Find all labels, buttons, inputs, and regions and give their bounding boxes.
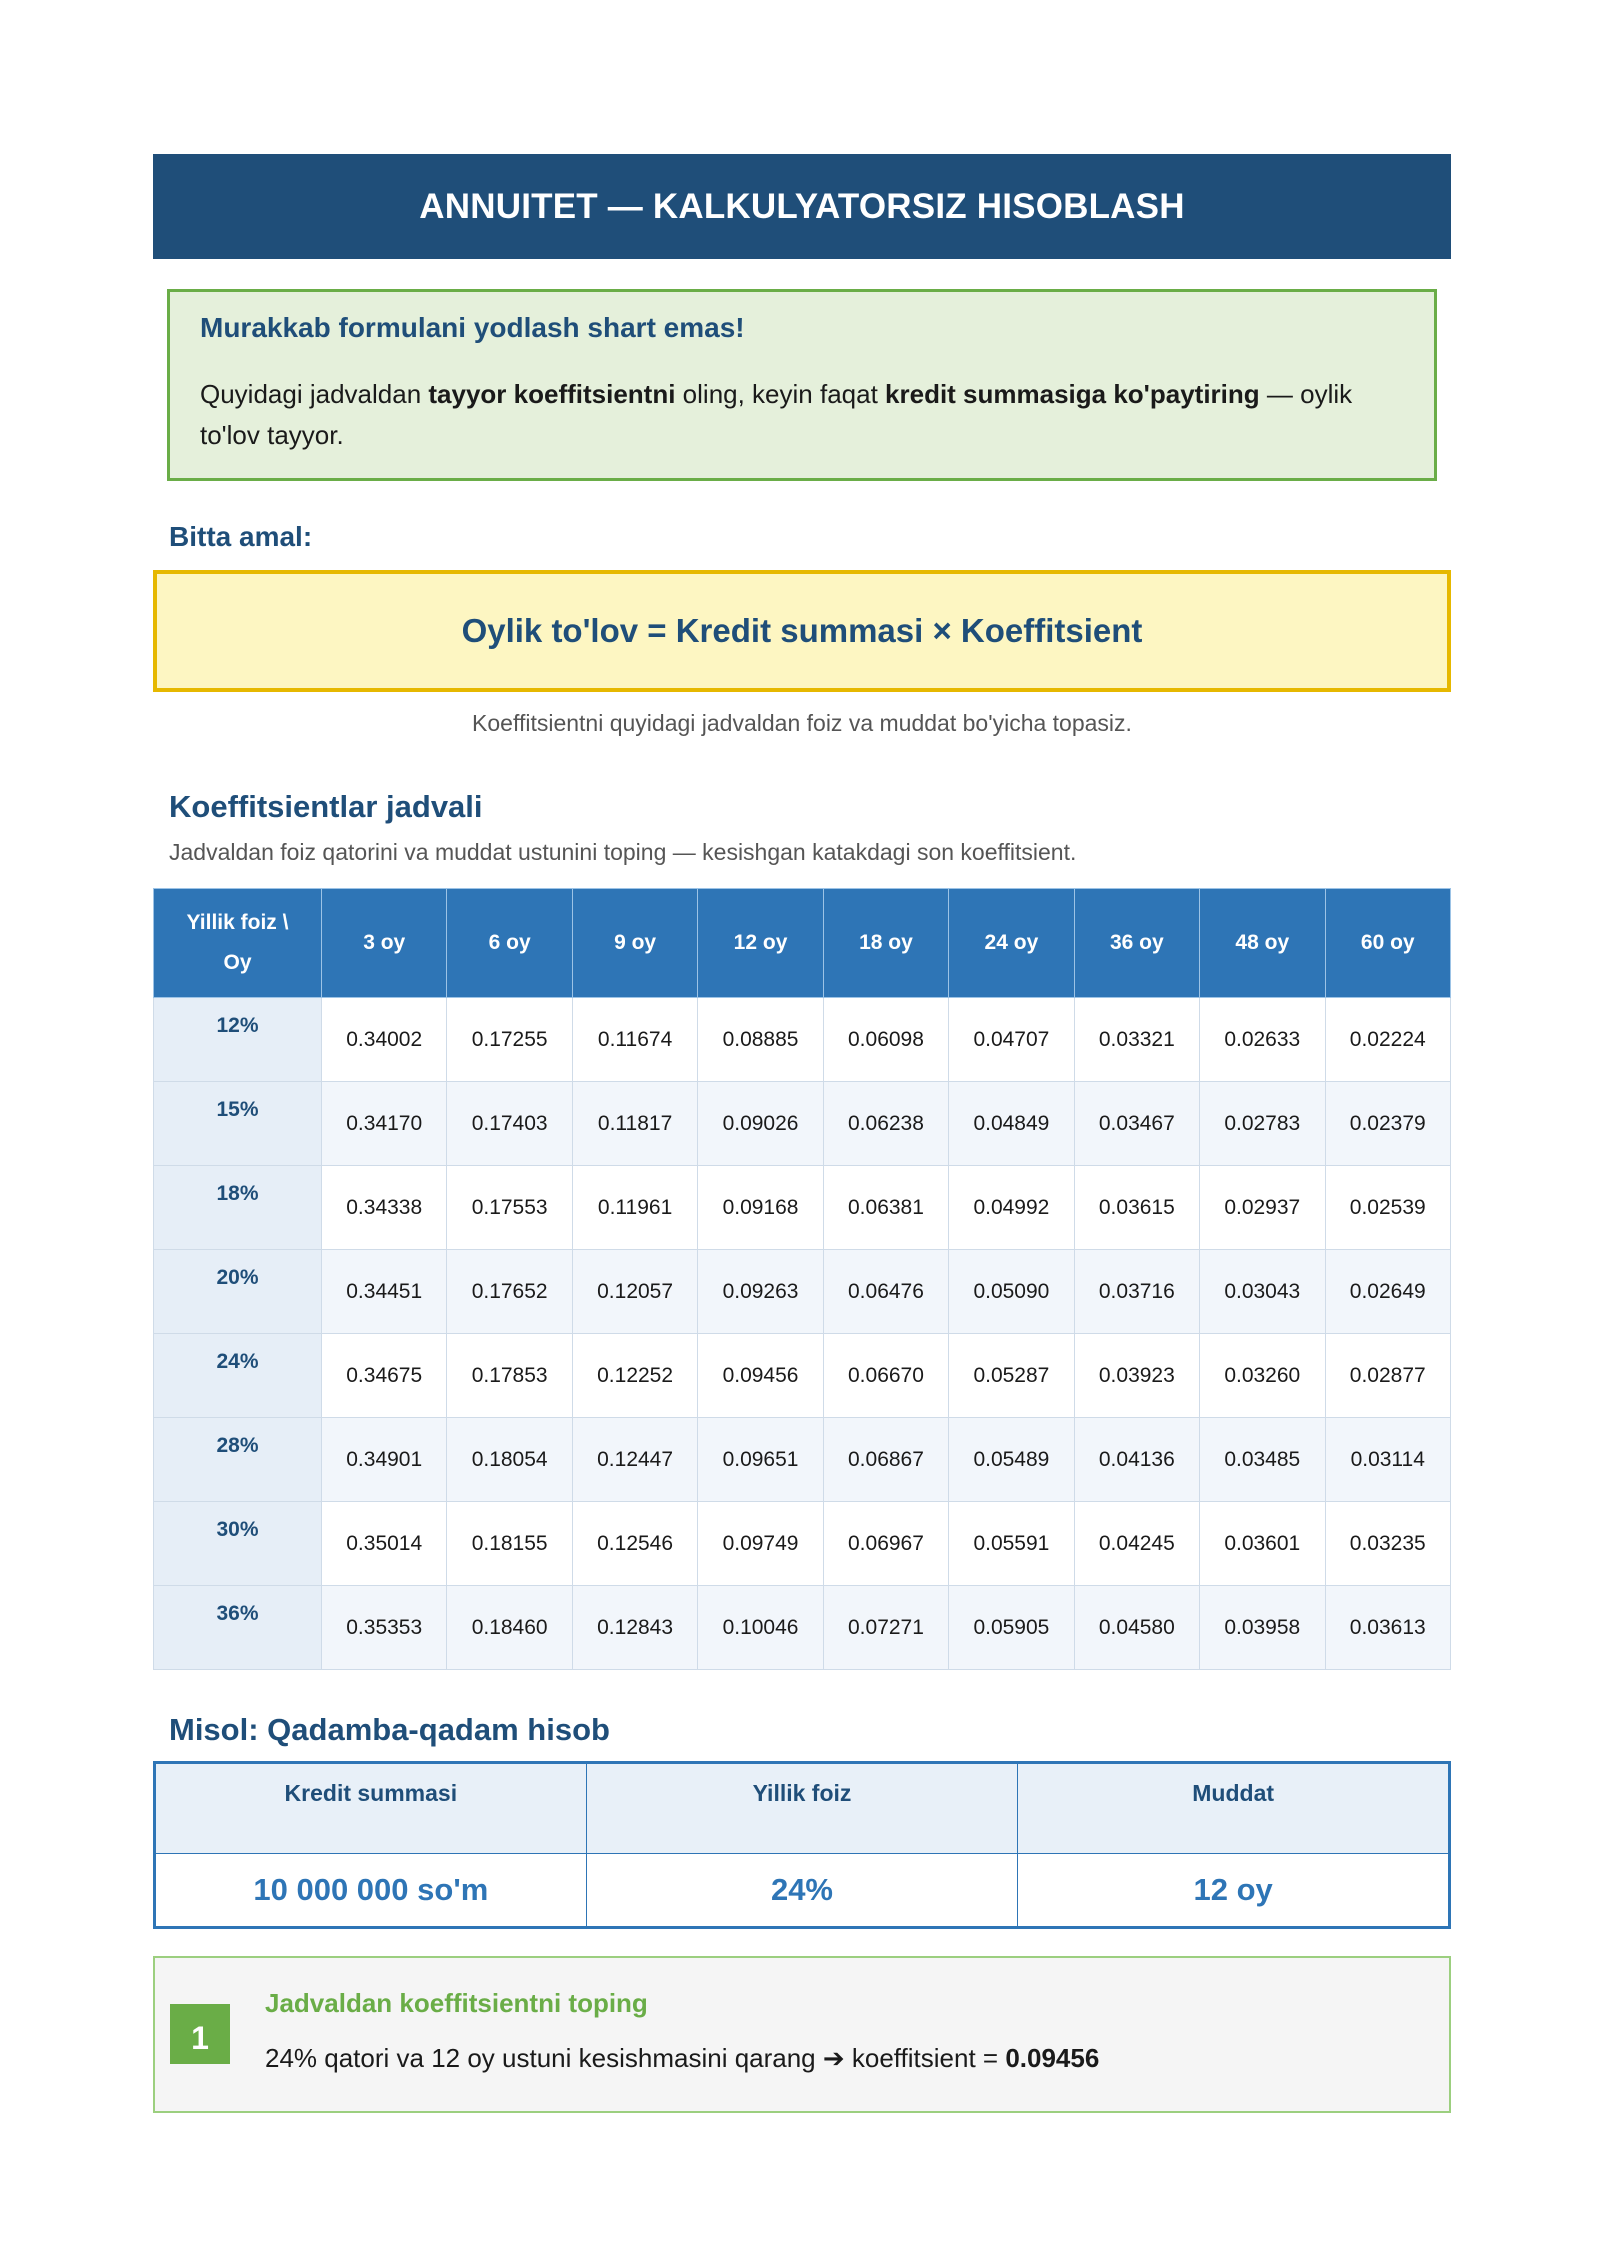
coefficient-cell: 0.18155 <box>447 1502 572 1586</box>
coefficient-cell: 0.02224 <box>1325 998 1451 1082</box>
coefficient-cell: 0.10046 <box>698 1586 823 1670</box>
coefficient-cell: 0.17403 <box>447 1082 572 1166</box>
column-header: 36 oy <box>1074 889 1199 998</box>
column-header: 9 oy <box>572 889 697 998</box>
example-table <box>153 1761 1451 1929</box>
coefficient-cell: 0.06238 <box>823 1082 948 1166</box>
coefficient-cell: 0.03114 <box>1325 1418 1451 1502</box>
coefficient-cell: 0.04707 <box>949 998 1074 1082</box>
row-header-rate: 24% <box>154 1334 322 1418</box>
table-heading: Koeffitsientlar jadvali <box>169 789 483 824</box>
coefficient-cell: 0.03716 <box>1074 1250 1199 1334</box>
formula-caption: Koeffitsientni quyidagi jadvaldan foiz va muddat bo'yicha topasiz. <box>472 710 1132 736</box>
column-header: 24 oy <box>949 889 1074 998</box>
coefficient-cell: 0.04992 <box>949 1166 1074 1250</box>
table-row <box>154 1418 1451 1502</box>
coefficient-cell: 0.03235 <box>1325 1502 1451 1586</box>
coefficient-cell: 0.05489 <box>949 1418 1074 1502</box>
table-row <box>154 1250 1451 1334</box>
example-value-cell: 24% <box>586 1854 1018 1928</box>
info-text-part: oling, keyin faqat <box>675 379 886 409</box>
coefficient-cell: 0.34675 <box>322 1334 447 1418</box>
formula-box <box>153 570 1451 692</box>
table-subtitle: Jadvaldan foiz qatorini va muddat ustunini toping — kesishgan katakdagi son koeffitsient. <box>169 839 1077 865</box>
info-box <box>167 289 1437 481</box>
table-body <box>154 998 1451 1670</box>
coefficient-cell: 0.02379 <box>1325 1082 1451 1166</box>
coefficient-cell: 0.18460 <box>447 1586 572 1670</box>
column-header: 12 oy <box>698 889 823 998</box>
coefficient-cell: 0.09651 <box>698 1418 823 1502</box>
coefficient-cell: 0.06098 <box>823 998 948 1082</box>
coefficient-cell: 0.03613 <box>1325 1586 1451 1670</box>
coefficient-cell: 0.11961 <box>572 1166 697 1250</box>
example-value-row <box>155 1854 1450 1928</box>
coefficient-cell: 0.02539 <box>1325 1166 1451 1250</box>
coefficient-cell: 0.03958 <box>1200 1586 1325 1670</box>
corner-header-line: Oy <box>223 951 252 974</box>
column-header: 60 oy <box>1325 889 1451 998</box>
coefficient-cell: 0.02633 <box>1200 998 1325 1082</box>
coefficient-cell: 0.06967 <box>823 1502 948 1586</box>
coefficient-cell: 0.05591 <box>949 1502 1074 1586</box>
coefficient-cell: 0.18054 <box>447 1418 572 1502</box>
coefficient-cell: 0.34170 <box>322 1082 447 1166</box>
example-header-cell: Yillik foiz <box>586 1763 1018 1854</box>
step-result: 0.09456 <box>1005 2043 1100 2073</box>
example-value-cell: 12 oy <box>1018 1854 1450 1928</box>
info-text <box>200 374 1404 456</box>
example-header-cell: Kredit summasi <box>155 1763 587 1854</box>
coefficient-cell: 0.07271 <box>823 1586 948 1670</box>
coefficient-cell: 0.34901 <box>322 1418 447 1502</box>
coefficient-cell: 0.05287 <box>949 1334 1074 1418</box>
example-header-row <box>155 1763 1450 1854</box>
table-row <box>154 1586 1451 1670</box>
table-row <box>154 1502 1451 1586</box>
coefficient-cell: 0.04580 <box>1074 1586 1199 1670</box>
coefficient-cell: 0.09026 <box>698 1082 823 1166</box>
example-heading: Misol: Qadamba-qadam hisob <box>169 1712 610 1747</box>
coefficient-cell: 0.12252 <box>572 1334 697 1418</box>
example-header-cell: Muddat <box>1018 1763 1450 1854</box>
coefficient-cell: 0.09263 <box>698 1250 823 1334</box>
table-row <box>154 1334 1451 1418</box>
coefficient-cell: 0.02937 <box>1200 1166 1325 1250</box>
info-text-part: Quyidagi jadvaldan <box>200 379 429 409</box>
coefficient-cell: 0.09168 <box>698 1166 823 1250</box>
info-bold-part: kredit summasiga ko'paytiring <box>885 379 1260 409</box>
coefficient-cell: 0.17255 <box>447 998 572 1082</box>
coefficient-cell: 0.03467 <box>1074 1082 1199 1166</box>
corner-header-line: Yillik foiz \ <box>186 911 289 934</box>
document-page <box>153 154 1451 2113</box>
row-header-rate: 28% <box>154 1418 322 1502</box>
coefficient-cell: 0.09749 <box>698 1502 823 1586</box>
coefficient-cell: 0.03485 <box>1200 1418 1325 1502</box>
coefficient-cell: 0.02877 <box>1325 1334 1451 1418</box>
coefficient-cell: 0.12057 <box>572 1250 697 1334</box>
coefficient-cell: 0.06867 <box>823 1418 948 1502</box>
row-header-rate: 36% <box>154 1586 322 1670</box>
coefficient-cell: 0.17553 <box>447 1166 572 1250</box>
coefficient-cell: 0.02783 <box>1200 1082 1325 1166</box>
row-header-rate: 15% <box>154 1082 322 1166</box>
example-value-cell: 10 000 000 so'm <box>155 1854 587 1928</box>
coefficient-cell: 0.17652 <box>447 1250 572 1334</box>
table-header-row <box>154 889 1451 998</box>
info-heading: Murakkab formulani yodlash shart emas! <box>200 312 745 343</box>
coefficient-cell: 0.03923 <box>1074 1334 1199 1418</box>
coefficient-table <box>153 888 1451 1670</box>
row-header-rate: 20% <box>154 1250 322 1334</box>
step-number-badge: 1 <box>170 2004 230 2064</box>
coefficient-cell: 0.03615 <box>1074 1166 1199 1250</box>
coefficient-cell: 0.34338 <box>322 1166 447 1250</box>
row-header-rate: 18% <box>154 1166 322 1250</box>
column-header: 18 oy <box>823 889 948 998</box>
coefficient-cell: 0.12546 <box>572 1502 697 1586</box>
step-text-part: 24% qatori va 12 oy ustuni kesishmasini qarang ➔ koeffitsient = <box>265 2043 1006 2073</box>
coefficient-cell: 0.02649 <box>1325 1250 1451 1334</box>
coefficient-cell: 0.04849 <box>949 1082 1074 1166</box>
info-text-part: — oylik to'lov tayyor. <box>200 379 1353 450</box>
coefficient-cell: 0.06670 <box>823 1334 948 1418</box>
page-title: ANNUITET — KALKULYATORSIZ HISOBLASH <box>153 154 1451 259</box>
coefficient-cell: 0.12447 <box>572 1418 697 1502</box>
formula-label: Bitta amal: <box>169 521 313 552</box>
coefficient-cell: 0.05905 <box>949 1586 1074 1670</box>
coefficient-cell: 0.11674 <box>572 998 697 1082</box>
coefficient-cell: 0.08885 <box>698 998 823 1082</box>
coefficient-cell: 0.12843 <box>572 1586 697 1670</box>
table-row <box>154 998 1451 1082</box>
table-row <box>154 1082 1451 1166</box>
coefficient-cell: 0.03601 <box>1200 1502 1325 1586</box>
step-title: Jadvaldan koeffitsientni toping <box>265 1988 648 2018</box>
step-box <box>153 1956 1451 2113</box>
coefficient-cell: 0.06381 <box>823 1166 948 1250</box>
corner-header <box>154 889 322 998</box>
column-header: 3 oy <box>322 889 447 998</box>
coefficient-cell: 0.03321 <box>1074 998 1199 1082</box>
row-header-rate: 30% <box>154 1502 322 1586</box>
column-header: 6 oy <box>447 889 572 998</box>
coefficient-cell: 0.05090 <box>949 1250 1074 1334</box>
column-header: 48 oy <box>1200 889 1325 998</box>
coefficient-cell: 0.04136 <box>1074 1418 1199 1502</box>
table-row <box>154 1166 1451 1250</box>
formula-text: Oylik to'lov = Kredit summasi × Koeffitsient <box>461 612 1143 649</box>
coefficient-cell: 0.09456 <box>698 1334 823 1418</box>
coefficient-cell: 0.03260 <box>1200 1334 1325 1418</box>
coefficient-cell: 0.34002 <box>322 998 447 1082</box>
coefficient-cell: 0.11817 <box>572 1082 697 1166</box>
coefficient-cell: 0.35014 <box>322 1502 447 1586</box>
coefficient-cell: 0.06476 <box>823 1250 948 1334</box>
row-header-rate: 12% <box>154 998 322 1082</box>
coefficient-cell: 0.04245 <box>1074 1502 1199 1586</box>
coefficient-cell: 0.35353 <box>322 1586 447 1670</box>
step-text <box>265 2043 1099 2074</box>
coefficient-cell: 0.03043 <box>1200 1250 1325 1334</box>
coefficient-cell: 0.17853 <box>447 1334 572 1418</box>
info-bold-part: tayyor koeffitsientni <box>428 379 676 409</box>
coefficient-cell: 0.34451 <box>322 1250 447 1334</box>
